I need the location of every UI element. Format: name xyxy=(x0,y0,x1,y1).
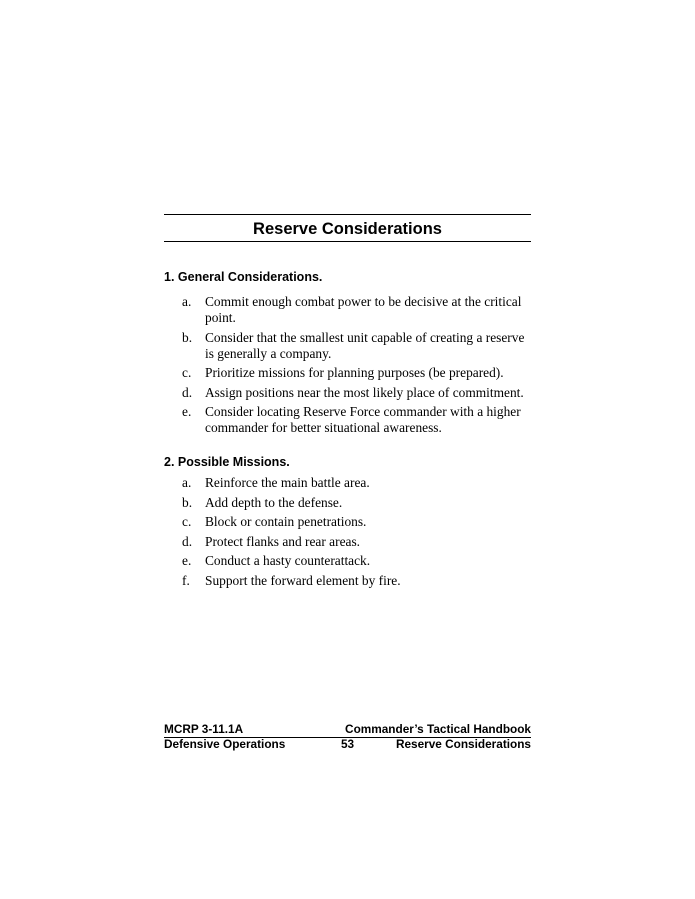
list-item xyxy=(164,294,536,326)
list-item xyxy=(164,573,536,589)
list-item xyxy=(164,385,536,401)
list-item-line: Conduct a hasty counterattack. xyxy=(205,553,371,568)
list-item xyxy=(164,553,536,569)
list-marker: c. xyxy=(182,514,192,529)
footer-top-row xyxy=(164,722,531,736)
list-item-line: Support the forward element by fire. xyxy=(205,572,401,588)
list-marker: e. xyxy=(182,404,192,419)
footer-publication: MCRP 3-11.1A xyxy=(164,722,244,736)
section-heading-missions: 2. Possible Missions. xyxy=(164,455,290,469)
footer-chapter: Defensive Operations xyxy=(164,737,286,751)
list-item xyxy=(164,495,536,511)
title-bottom-rule xyxy=(164,241,531,242)
list-item-line: is generally a company. xyxy=(205,345,332,361)
list-item xyxy=(164,365,536,381)
list-marker: f. xyxy=(182,572,190,588)
list-item-line: Consider locating Reserve Force commander with a higher xyxy=(205,404,521,419)
list-marker: a. xyxy=(182,475,192,490)
page-title: Reserve Considerations xyxy=(253,220,442,238)
section-heading-general: 1. General Considerations. xyxy=(164,270,323,284)
list-marker: c. xyxy=(182,365,192,380)
list-item xyxy=(164,330,536,362)
list-marker: d. xyxy=(182,384,193,400)
list-item-line: Consider that the smallest unit capable of creating a reserve xyxy=(205,329,525,345)
list-item-line: Protect flanks and rear areas. xyxy=(205,533,361,549)
list-item xyxy=(164,534,536,550)
footer-handbook: Commander’s Tactical Handbook xyxy=(345,722,531,736)
list-item-line: commander for better situational awareness. xyxy=(205,420,442,435)
footer-bottom-row xyxy=(164,737,531,751)
list-marker: e. xyxy=(182,553,192,568)
list-item-line: point. xyxy=(205,310,236,325)
title-top-rule xyxy=(164,214,531,215)
list-marker: a. xyxy=(182,294,192,309)
list-marker: b. xyxy=(182,329,193,345)
list-marker: b. xyxy=(182,494,193,510)
list-marker: d. xyxy=(182,533,193,549)
list-item-line: Prioritize missions for planning purposes (be prepared). xyxy=(205,365,504,380)
list-item-line: Block or contain penetrations. xyxy=(205,514,367,529)
list-item-line: Reinforce the main battle area. xyxy=(205,475,370,490)
list-item-line: Assign positions near the most likely place of commitment. xyxy=(205,384,524,400)
list-item xyxy=(164,475,536,491)
possible-missions-list xyxy=(164,475,536,592)
list-item xyxy=(164,404,536,436)
list-item xyxy=(164,514,536,530)
list-item-line: Add depth to the defense. xyxy=(205,494,343,510)
page-number: 53 xyxy=(341,737,355,751)
general-considerations-list xyxy=(164,294,536,440)
footer-topic: Reserve Considerations xyxy=(395,737,531,751)
list-item-line: Commit enough combat power to be decisive at the critical xyxy=(205,294,522,309)
